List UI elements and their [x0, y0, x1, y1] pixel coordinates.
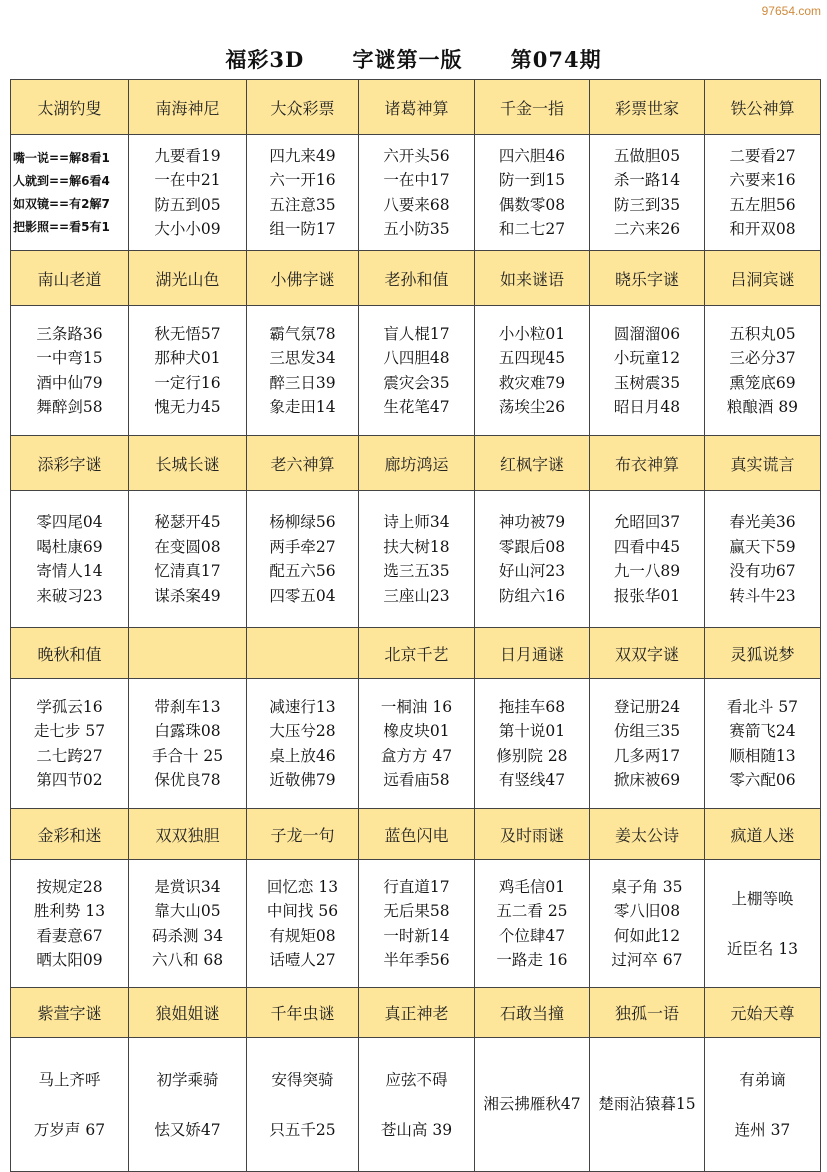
section-title: 长城长谜 [155, 454, 220, 474]
riddle-line: 三必分37 [729, 349, 796, 367]
riddle-line: 近臣名 13 [726, 939, 799, 958]
riddle-line: 一时新14 [383, 926, 450, 945]
riddle-line: 几多两17 [613, 746, 681, 765]
section-header [247, 809, 359, 860]
riddle-line: 五左胆56 [729, 195, 796, 214]
section-title: 南海神尼 [155, 98, 220, 118]
section-header [704, 809, 820, 860]
riddle-cell [129, 679, 247, 809]
section-title: 双双独胆 [155, 825, 220, 845]
riddle-line: 四零五04 [269, 586, 336, 605]
riddle-line: 学孤云16 [36, 697, 103, 716]
riddle-cell [589, 1038, 704, 1172]
riddle-line: 五注意35 [269, 195, 336, 214]
section-header [247, 628, 359, 679]
section-title: 铁公神算 [730, 98, 795, 118]
section-title: 灵狐说梦 [730, 644, 795, 664]
riddle-line: 小玩童12 [613, 349, 681, 367]
riddle-line: 霸气氛78 [269, 324, 336, 343]
section-title: 廊坊鸿运 [384, 454, 449, 474]
riddle-line: 忆清真17 [154, 562, 221, 580]
riddle-line: 玉树震35 [613, 373, 681, 392]
section-header [11, 80, 129, 135]
riddle-cell [129, 1038, 247, 1172]
section-header [247, 251, 359, 306]
riddle-line: 橡皮块01 [383, 722, 450, 740]
riddle-line: 修别院 28 [496, 746, 568, 765]
riddle-line: 是赏识34 [154, 877, 221, 896]
riddle-line: 一中弯15 [36, 349, 103, 367]
riddle-line: 圆溜溜06 [613, 324, 681, 343]
riddle-line: 杀一路14 [613, 171, 681, 189]
section-title: 真实谎言 [730, 454, 795, 474]
section-title: 金彩和迷 [37, 825, 102, 845]
riddle-cell [589, 135, 704, 251]
riddle-row [11, 135, 821, 251]
riddle-row [11, 1038, 821, 1172]
riddle-line: 如双镜==有2解7 [13, 196, 110, 211]
riddle-line: 防三到35 [613, 195, 681, 214]
section-header [704, 436, 820, 491]
section-title: 晓乐字谜 [614, 269, 679, 289]
section-header [129, 988, 247, 1038]
riddle-cell [704, 679, 820, 809]
riddle-line: 零四尾04 [36, 513, 103, 531]
section-title: 独孤一语 [614, 1004, 679, 1023]
riddle-cell [474, 491, 589, 628]
section-title: 千金一指 [499, 98, 564, 118]
riddle-line: 盲人棍17 [383, 324, 450, 343]
riddle-line: 个位肆47 [498, 926, 566, 945]
section-title: 老孙和值 [384, 269, 449, 289]
riddle-line: 苍山高 39 [380, 1120, 453, 1139]
section-title: 吕洞宾谜 [730, 269, 795, 289]
riddle-line: 防五到05 [154, 195, 221, 214]
section-header [11, 809, 129, 860]
section-header [358, 80, 474, 135]
riddle-line: 五积丸05 [729, 324, 796, 343]
riddle-line: 五二看 25 [496, 902, 568, 920]
riddle-cell [358, 491, 474, 628]
section-title: 紫萱字谜 [37, 1004, 102, 1023]
riddle-line: 无后果58 [383, 902, 450, 920]
riddle-cell [11, 306, 129, 436]
riddle-line: 粮酿酒 89 [726, 398, 799, 416]
section-header [129, 80, 247, 135]
riddle-line: 五做胆05 [613, 146, 681, 165]
riddle-line: 登记册24 [613, 697, 681, 716]
riddle-cell [247, 135, 359, 251]
section-header [704, 628, 820, 679]
riddle-line: 顺相随13 [729, 746, 796, 765]
riddle-line: 没有功67 [729, 562, 796, 580]
section-header [11, 251, 129, 306]
riddle-line: 白露珠08 [154, 722, 221, 740]
riddle-line: 允昭回37 [613, 513, 681, 531]
issue-number: 第074期 [510, 47, 602, 72]
riddle-line: 中间找 56 [266, 902, 339, 920]
riddle-line: 五四现45 [498, 349, 566, 367]
riddle-line: 醉三日39 [269, 373, 336, 392]
riddle-cell [704, 860, 820, 988]
section-header [358, 809, 474, 860]
riddle-line: 选三五35 [383, 562, 450, 580]
section-header [11, 436, 129, 491]
riddle-line: 象走田14 [269, 398, 336, 416]
riddle-line: 秋无悟57 [154, 324, 221, 343]
riddle-line: 一在中17 [383, 171, 450, 189]
section-title: 狼姐姐谜 [155, 1004, 220, 1023]
riddle-line: 晒太阳09 [36, 951, 103, 969]
section-title: 元始天尊 [730, 1004, 795, 1023]
header-row [11, 80, 821, 135]
riddle-line: 第十说01 [498, 722, 566, 740]
section-header [11, 628, 129, 679]
riddle-line: 两手牵27 [269, 537, 336, 556]
section-title: 小佛字谜 [270, 269, 335, 289]
section-header [589, 628, 704, 679]
riddle-line: 仿组三35 [613, 722, 681, 740]
riddle-line: 连州 37 [734, 1120, 791, 1139]
section-header [129, 809, 247, 860]
riddle-cell [474, 135, 589, 251]
riddle-cell [247, 860, 359, 988]
riddle-line: 寄情人14 [36, 562, 103, 580]
riddle-line: 三思发34 [269, 349, 336, 367]
site-watermark: 97654.com [761, 4, 821, 18]
riddle-line: 酒中仙79 [36, 373, 103, 392]
riddle-line: 安得突骑 [271, 1070, 334, 1089]
riddle-cell [247, 1038, 359, 1172]
section-header [589, 988, 704, 1038]
riddle-cell [704, 491, 820, 628]
riddle-line: 一路走 16 [496, 951, 568, 969]
section-title: 真正神老 [384, 1004, 449, 1023]
riddle-line: 配五六56 [269, 562, 336, 580]
riddle-cell [704, 135, 820, 251]
section-header [247, 436, 359, 491]
section-header [474, 809, 589, 860]
riddle-cell [474, 1038, 589, 1172]
section-title: 北京千艺 [384, 644, 449, 664]
riddle-line: 四看中45 [613, 537, 681, 556]
riddle-line: 六要来16 [729, 171, 796, 189]
riddle-line: 半年季56 [383, 951, 450, 969]
edition-label: 字谜第一版 [352, 47, 463, 72]
riddle-line: 话噎人27 [269, 951, 336, 969]
riddle-line: 偶数零08 [498, 195, 566, 214]
riddle-line: 万岁声 67 [33, 1120, 106, 1139]
riddle-line: 有弟谪 [739, 1070, 786, 1089]
section-title: 千年虫谜 [270, 1004, 335, 1023]
section-header [474, 988, 589, 1038]
riddle-line: 那种犬01 [154, 349, 221, 367]
section-title: 日月通谜 [499, 644, 564, 664]
riddle-line: 上棚等唤 [731, 889, 794, 908]
riddle-line: 在变圆08 [154, 537, 221, 556]
riddle-cell [474, 306, 589, 436]
riddle-line: 大压兮28 [269, 722, 336, 740]
riddle-cell [358, 135, 474, 251]
riddle-row [11, 306, 821, 436]
header-row [11, 251, 821, 306]
section-header [11, 988, 129, 1038]
section-header [589, 80, 704, 135]
section-title: 彩票世家 [614, 98, 679, 118]
riddle-cell [474, 679, 589, 809]
section-title: 添彩字谜 [37, 454, 102, 474]
riddle-line: 只五千25 [269, 1120, 336, 1139]
riddle-line: 远看庙58 [383, 771, 450, 789]
riddle-line: 一定行16 [154, 373, 221, 392]
riddle-line: 桌子角 35 [611, 877, 683, 896]
riddle-line: 防组六16 [498, 586, 566, 605]
riddle-line: 嘴一说==解8看1 [13, 150, 110, 165]
riddle-line: 初学乘骑 [156, 1070, 219, 1089]
section-header [129, 251, 247, 306]
riddle-line: 看妻意67 [36, 926, 103, 945]
section-title: 大众彩票 [270, 98, 335, 118]
riddle-line: 按规定28 [36, 877, 103, 896]
riddle-line: 鸡毛信01 [498, 877, 566, 896]
riddle-line: 有竖线47 [498, 771, 566, 789]
section-title: 疯道人迷 [730, 825, 795, 845]
header-row [11, 436, 821, 491]
riddle-line: 怯又娇47 [154, 1120, 221, 1139]
riddle-line: 掀床被69 [613, 771, 681, 789]
riddle-line: 荡埃尘26 [498, 398, 566, 416]
riddle-line: 桌上放46 [269, 746, 336, 765]
riddle-line: 三条路36 [36, 324, 103, 343]
riddle-line: 二要看27 [729, 146, 796, 165]
riddle-line: 二六来26 [613, 220, 681, 238]
section-header [704, 80, 820, 135]
riddle-line: 有规矩08 [269, 926, 336, 945]
section-title: 红枫字谜 [499, 454, 564, 474]
riddle-line: 看北斗 57 [726, 697, 799, 716]
riddle-line: 和开双08 [729, 220, 796, 238]
riddle-line: 马上齐呼 [38, 1070, 101, 1089]
riddle-cell [129, 135, 247, 251]
riddle-grid [10, 79, 821, 1172]
riddle-cell [11, 135, 129, 251]
riddle-line: 报张华01 [613, 586, 681, 605]
section-header [358, 251, 474, 306]
section-title: 及时雨谜 [499, 825, 564, 845]
riddle-line: 九一八89 [613, 562, 681, 580]
section-header [247, 988, 359, 1038]
riddle-line: 杨柳绿56 [269, 513, 336, 531]
riddle-cell [589, 306, 704, 436]
section-title: 布衣神算 [614, 454, 679, 474]
section-title: 子龙一句 [270, 825, 335, 845]
riddle-line: 楚雨沾猿暮15 [598, 1095, 696, 1114]
riddle-line: 盒方方 47 [380, 746, 453, 765]
section-header [358, 988, 474, 1038]
riddle-line: 转斗牛23 [729, 586, 796, 605]
page-title [0, 44, 827, 78]
riddle-line: 一桐油 16 [380, 697, 453, 716]
riddle-cell [11, 679, 129, 809]
riddle-cell [474, 860, 589, 988]
riddle-line: 愧无力45 [154, 398, 221, 416]
riddle-line: 何如此12 [613, 926, 681, 945]
riddle-cell [247, 491, 359, 628]
riddle-line: 保优良78 [154, 771, 221, 789]
riddle-cell [11, 860, 129, 988]
riddle-line: 走七步 57 [33, 722, 106, 740]
riddle-cell [589, 860, 704, 988]
section-title: 诸葛神算 [384, 98, 449, 118]
section-header [247, 80, 359, 135]
riddle-line: 过河卒 67 [611, 951, 683, 969]
riddle-line: 靠大山05 [154, 902, 221, 920]
riddle-cell [358, 679, 474, 809]
riddle-line: 熏笼底69 [729, 373, 796, 392]
riddle-line: 拖挂车68 [498, 697, 566, 716]
section-header [474, 628, 589, 679]
section-title: 石敢当撞 [499, 1004, 564, 1023]
section-title: 太湖钓叟 [37, 98, 102, 118]
riddle-line: 四六胆46 [498, 146, 566, 165]
riddle-cell [129, 306, 247, 436]
riddle-line: 带刹车13 [154, 697, 221, 716]
riddle-cell [358, 860, 474, 988]
section-header [704, 988, 820, 1038]
riddle-line: 近敬佛79 [269, 771, 336, 789]
riddle-line: 救灾难79 [498, 373, 566, 392]
riddle-line: 昭日月48 [613, 398, 681, 416]
header-row [11, 809, 821, 860]
riddle-line: 人就到==解6看4 [13, 173, 110, 188]
riddle-row [11, 860, 821, 988]
riddle-line: 诗上师34 [383, 513, 450, 531]
section-header [589, 809, 704, 860]
riddle-line: 应弦不碍 [385, 1070, 448, 1089]
section-title: 双双字谜 [614, 644, 679, 664]
riddle-line: 减速行13 [269, 697, 336, 716]
riddle-line: 八四胆48 [383, 349, 450, 367]
riddle-line: 三座山23 [383, 586, 450, 605]
lottery-brand: 福彩3D [225, 47, 305, 72]
riddle-line: 把影照==看5有1 [13, 219, 110, 234]
riddle-line: 大小小09 [154, 220, 221, 238]
riddle-line: 回忆恋 13 [266, 877, 339, 896]
riddle-line: 四九来49 [269, 146, 336, 165]
riddle-line: 行直道17 [383, 877, 450, 896]
section-header [474, 251, 589, 306]
riddle-row [11, 679, 821, 809]
riddle-line: 赢天下59 [729, 537, 796, 556]
riddle-line: 手合十 25 [151, 746, 224, 765]
section-header [704, 251, 820, 306]
riddle-line: 二七跨27 [36, 746, 103, 765]
section-header [474, 80, 589, 135]
riddle-cell [129, 860, 247, 988]
riddle-row [11, 491, 821, 628]
section-title: 如来谜语 [499, 269, 564, 289]
riddle-line: 六八和 68 [151, 951, 224, 969]
section-header [589, 436, 704, 491]
section-title: 老六神算 [270, 454, 335, 474]
riddle-line: 第四节02 [36, 771, 103, 789]
riddle-line: 胜利势 13 [33, 902, 106, 920]
riddle-line: 湘云拂雁秋47 [483, 1095, 581, 1114]
riddle-line: 六一开16 [269, 171, 336, 189]
section-header [358, 628, 474, 679]
riddle-cell [247, 679, 359, 809]
riddle-line: 震灾会35 [383, 373, 450, 392]
section-header [129, 436, 247, 491]
riddle-line: 和二七27 [498, 220, 566, 238]
riddle-line: 八要来68 [383, 195, 450, 214]
riddle-line: 好山河23 [498, 562, 566, 580]
riddle-cell [358, 306, 474, 436]
riddle-cell [247, 306, 359, 436]
riddle-line: 防一到15 [498, 171, 566, 189]
section-header [474, 436, 589, 491]
section-title: 湖光山色 [155, 269, 220, 289]
section-header [589, 251, 704, 306]
riddle-cell [589, 491, 704, 628]
riddle-line: 零跟后08 [498, 537, 566, 556]
riddle-line: 九要看19 [154, 146, 221, 165]
riddle-cell [11, 1038, 129, 1172]
riddle-cell [11, 491, 129, 628]
section-title: 晚秋和值 [37, 644, 102, 664]
section-title: 南山老道 [37, 269, 102, 289]
riddle-line: 一在中21 [154, 171, 221, 189]
riddle-line: 码杀测 34 [151, 926, 224, 945]
riddle-cell [704, 1038, 820, 1172]
riddle-line: 春光美36 [729, 513, 796, 531]
riddle-line: 秘瑟开45 [154, 513, 221, 531]
riddle-line: 零八旧08 [613, 902, 681, 920]
riddle-line: 舞醉剑58 [36, 398, 103, 416]
riddle-line: 喝杜康69 [36, 537, 103, 556]
riddle-line: 六开头56 [383, 146, 450, 165]
section-header [358, 436, 474, 491]
section-title: 蓝色闪电 [384, 825, 449, 845]
header-row [11, 988, 821, 1038]
riddle-line: 谋杀案49 [154, 586, 221, 605]
riddle-line: 赛箭飞24 [729, 722, 796, 740]
riddle-line: 来破习23 [36, 586, 103, 605]
riddle-line: 组一防17 [269, 220, 336, 238]
riddle-cell [704, 306, 820, 436]
section-title: 姜太公诗 [614, 825, 679, 845]
riddle-cell [129, 491, 247, 628]
riddle-cell [358, 1038, 474, 1172]
riddle-line: 扶大树18 [383, 537, 450, 556]
riddle-line: 五小防35 [383, 220, 450, 238]
riddle-line: 零六配06 [729, 771, 796, 789]
riddle-cell [589, 679, 704, 809]
section-header [129, 628, 247, 679]
riddle-line: 神功被79 [498, 513, 566, 531]
header-row [11, 628, 821, 679]
riddle-line: 生花笔47 [383, 398, 450, 416]
riddle-line: 小小粒01 [498, 324, 566, 343]
